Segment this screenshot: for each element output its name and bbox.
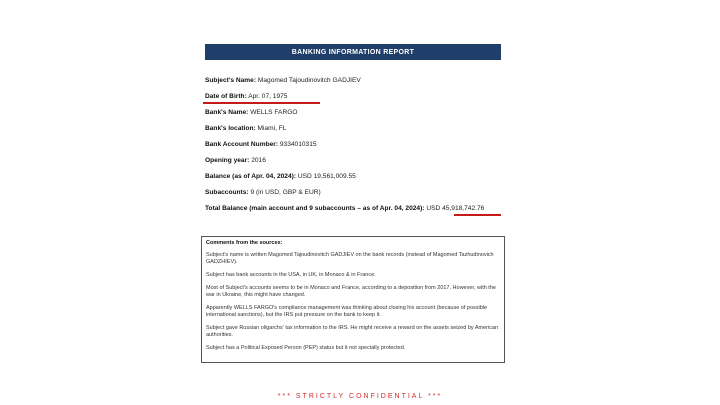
field-bank-name bbox=[205, 105, 515, 121]
comments-box bbox=[201, 236, 505, 363]
field-account-number bbox=[205, 137, 515, 153]
field-value: 2016 bbox=[251, 157, 266, 164]
field-label: Opening year: bbox=[205, 157, 250, 164]
dob-highlight-underline bbox=[203, 102, 320, 104]
field-label: Bank Account Number: bbox=[205, 141, 279, 148]
total-balance-value: 45,918,742.76 bbox=[442, 205, 485, 212]
field-value: USD 19,561,009.55 bbox=[297, 173, 356, 180]
confidential-footer: *** STRICTLY CONFIDENTIAL *** bbox=[277, 393, 443, 400]
field-value-prefix: USD bbox=[426, 205, 443, 212]
field-label: Subject's Name: bbox=[205, 77, 257, 84]
field-value: 9334010315 bbox=[279, 141, 317, 148]
comments-title: Comments from the sources: bbox=[206, 240, 283, 246]
field-label: Subaccounts: bbox=[205, 189, 249, 196]
comment-item: Subject gave Russian oligarchs' tax information to the IRS. He might receive a reward on the assets seized by American authorities. bbox=[206, 325, 499, 338]
comment-item: Most of Subject's accounts seems to be in Monaco and France, according to a deposition from 2017. However, with the war in Ukraine, this might have changed. bbox=[206, 285, 496, 298]
comment-item: Apparently WELLS FARGO's compliance management was thinking about closing his account (because of possible international sanctions), but the IRS put pressure on the bank to keep it. bbox=[206, 305, 488, 318]
comment-item: Subject has a Political Exposed Person (PEP) status but it not specially protected. bbox=[206, 345, 406, 351]
field-subject-name bbox=[205, 73, 515, 89]
field-label: Bank's location: bbox=[205, 125, 256, 132]
field-opening-year bbox=[205, 153, 515, 169]
field-value: Miami, FL bbox=[257, 125, 287, 132]
field-value: Apr. 07, 1975 bbox=[248, 93, 288, 100]
comment-item: Subject's name is written Magomed Tajoudinovitch GADJIEV on the bank records (instead of Magomed Tazhudinovich GADZHIEV). bbox=[206, 252, 494, 265]
field-value: 9 (in USD, GBP & EUR) bbox=[250, 189, 321, 196]
field-balance bbox=[205, 169, 515, 185]
total-balance-highlight-underline bbox=[454, 214, 501, 216]
report-fields bbox=[205, 73, 515, 217]
field-label: Bank's Name: bbox=[205, 109, 249, 116]
field-bank-location bbox=[205, 121, 515, 137]
field-label: Date of Birth: bbox=[205, 93, 247, 100]
field-subaccounts bbox=[205, 185, 515, 201]
field-value: WELLS FARGO bbox=[250, 109, 298, 116]
field-label: Total Balance (main account and 9 subaccounts – as of Apr. 04, 2024): bbox=[205, 205, 425, 212]
field-label: Balance (as of Apr. 04, 2024): bbox=[205, 173, 297, 180]
report-title: BANKING INFORMATION REPORT bbox=[205, 44, 501, 60]
field-value: Magomed Tajoudinovitch GADJIEV bbox=[257, 77, 361, 84]
comment-item: Subject has bank accounts in the USA, in UK, in Monaco & in France. bbox=[206, 272, 376, 278]
field-total-balance bbox=[205, 201, 515, 217]
field-date-of-birth bbox=[205, 89, 515, 105]
